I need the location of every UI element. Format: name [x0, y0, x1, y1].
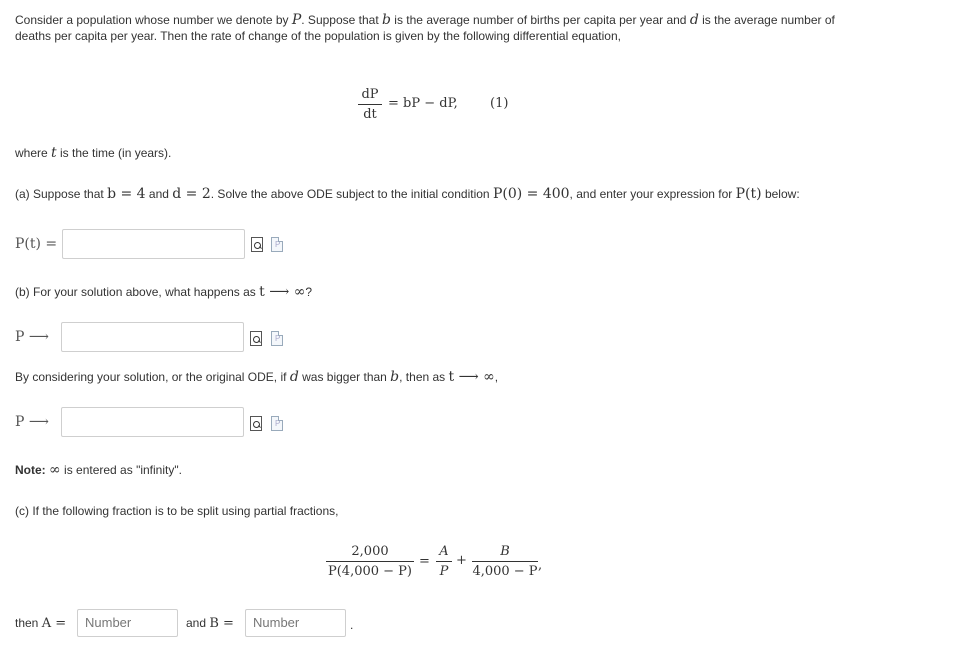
intro-line-2: deaths per capita per year. Then the rate of change of the population is given by the following differential equation, — [15, 29, 621, 43]
var-b: b — [390, 369, 400, 385]
help-icon[interactable] — [271, 331, 283, 346]
a-equals: A = — [41, 616, 67, 631]
note-label: Note: — [15, 463, 46, 477]
fraction-bar — [472, 561, 538, 562]
intro-text: Consider a population whose number we denote by — [15, 13, 292, 27]
eq1-numerator: dP — [361, 87, 379, 102]
b-numerator: B — [500, 544, 510, 559]
part-b-prompt — [15, 284, 312, 300]
part-a-text: and — [145, 187, 173, 201]
eq1-denominator: dt — [363, 107, 377, 122]
p-limit-label-2: P ⟶ — [15, 414, 49, 430]
where-text: is the time (in years). — [56, 146, 172, 160]
preview-icon[interactable] — [250, 331, 262, 346]
b-number-input[interactable]: Number — [245, 609, 346, 637]
d-value: d = 2 — [172, 186, 211, 202]
equation-1-tag: (1) — [490, 96, 509, 111]
var-t: t — [51, 145, 57, 161]
a-number-input[interactable]: Number — [77, 609, 178, 637]
partial-fraction-lhs — [326, 544, 414, 579]
help-icon[interactable] — [271, 237, 283, 252]
b-denominator: 4,000 − P — [472, 564, 538, 579]
intro-line-1 — [15, 12, 835, 28]
part-a-text: , and enter your expression for — [569, 187, 736, 201]
note-line — [15, 462, 182, 478]
where-text: where — [15, 146, 52, 160]
var-b: b — [382, 12, 391, 28]
b-equals: B = — [209, 616, 234, 631]
equation-1-fraction — [358, 87, 382, 122]
consider-text: , then as — [399, 370, 449, 384]
partial-fraction-b — [472, 544, 538, 579]
help-icon[interactable] — [271, 416, 283, 431]
part-a-text: . Solve the above ODE subject to the initial condition — [210, 187, 493, 201]
pt-answer-input[interactable] — [62, 229, 245, 259]
p-limit-label-1: P ⟶ — [15, 329, 49, 345]
note-text: is entered as "infinity". — [60, 463, 182, 477]
period: . — [350, 618, 354, 632]
then-a-label — [15, 616, 66, 631]
equals-sign: = — [419, 554, 430, 569]
consider-prompt — [15, 369, 498, 385]
intro-text: is the average number of — [698, 13, 835, 27]
preview-icon[interactable] — [251, 237, 263, 252]
part-a-text: below: — [761, 187, 800, 201]
where-line — [15, 145, 171, 161]
lhs-numerator: 2,000 — [351, 544, 389, 559]
consider-text: was bigger than — [298, 370, 391, 384]
preview-icon[interactable] — [250, 416, 262, 431]
var-d: d — [689, 12, 699, 28]
intro-text: . Suppose that — [301, 13, 382, 27]
comma: , — [538, 558, 543, 573]
pt-label: P(t) = — [15, 236, 58, 252]
limit-expression: t ⟶ ∞ — [448, 369, 495, 385]
fraction-bar — [326, 561, 414, 562]
part-a-text: (a) Suppose that — [15, 187, 108, 201]
var-d: d — [289, 369, 299, 385]
initial-condition: P(0) = 400 — [492, 186, 570, 202]
equation-1-rhs: = bP − dP, — [388, 96, 458, 111]
part-c-prompt: (c) If the following fraction is to be split using partial fractions, — [15, 504, 339, 518]
lhs-denominator: P(4,000 − P) — [327, 564, 412, 579]
and-text: and — [186, 616, 210, 630]
consider-text: , — [494, 370, 499, 384]
var-p: P — [291, 12, 302, 28]
consider-text: By considering your solution, or the original ODE, if — [15, 370, 290, 384]
plus-sign: + — [456, 553, 467, 568]
intro-text: is the average number of births per capita per year and — [390, 13, 690, 27]
a-denominator: P — [439, 564, 449, 579]
a-numerator: A — [439, 544, 449, 559]
partial-fraction-a — [436, 544, 452, 579]
fraction-bar — [436, 561, 452, 562]
part-a-prompt — [15, 186, 800, 202]
part-b-text: ? — [305, 285, 313, 299]
p-of-t: P(t) — [735, 186, 762, 202]
infinity-symbol: ∞ — [49, 462, 61, 478]
part-b-text: (b) For your solution above, what happens as — [15, 285, 260, 299]
p-limit-input-1[interactable] — [61, 322, 244, 352]
limit-expression: t ⟶ ∞ — [259, 284, 306, 300]
p-limit-input-2[interactable] — [61, 407, 244, 437]
and-b-label — [186, 616, 234, 631]
then-text: then — [15, 616, 42, 630]
fraction-bar — [358, 104, 382, 105]
b-value: b = 4 — [107, 186, 146, 202]
